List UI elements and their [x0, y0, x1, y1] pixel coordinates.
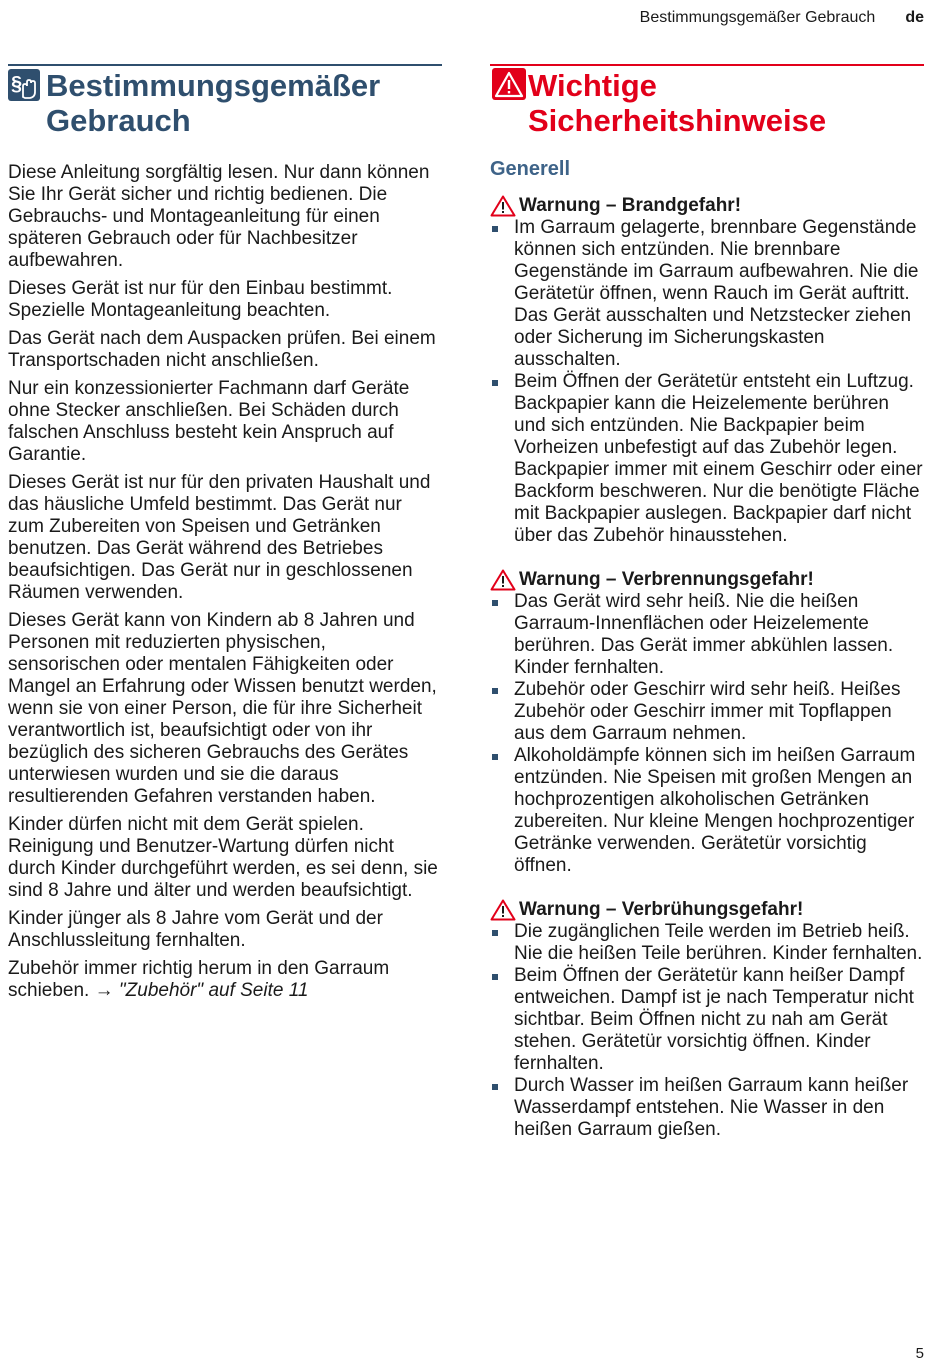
square-bullet: [492, 380, 498, 386]
paragraph: Kinder dürfen nicht mit dem Gerät spielen. Reinigung und Benutzer-Wartung dürfen nicht durch Kinder durchgeführt werden, es sei denn, sie sind 8 Jahre und älter und werden beaufsichtigt.: [8, 814, 438, 901]
intended-use-column: [8, 64, 442, 1008]
running-header-section: Bestimmungsgemäßer Gebrauch: [639, 9, 876, 26]
square-bullet: [492, 974, 498, 980]
list-item-text: Beim Öffnen der Gerätetür entsteht ein Luftzug. Backpapier kann die Heizelemente berühren und sich entzünden. Nie Backpapier beim Vorheizen unbefestigt auf das Zubehör legen. Backpapier immer mit einem Geschirr oder einer Backform beschweren. Nur die benötigte Fläche mit Backpapier auslegen. Backpapier darf nicht über das Zubehör hinausstehen.: [514, 371, 923, 546]
square-bullet: [492, 688, 498, 694]
paragraph: Nur ein konzessionierter Fachmann darf Geräte ohne Stecker anschließen. Bei Schäden durch falschen Anschluss besteht kein Anspruch auf Garantie.: [8, 378, 410, 465]
fire-warning-label: Warnung – Brandgefahr!: [519, 195, 742, 216]
list-item-text: Beim Öffnen der Gerätetür kann heißer Dampf entweichen. Dampf ist je nach Temperatur nicht sichtbar. Beim Öffnen nicht zu nah am Gerät stehen. Gerätetür vorsichtig öffnen. Kinder fernhalten.: [514, 965, 914, 1074]
list-item: [490, 921, 924, 965]
warning-triangle-icon: [490, 899, 516, 921]
general-subheading: Generell: [490, 158, 571, 180]
scald-warning-label: Warnung – Verbrühungsgefahr!: [519, 899, 804, 920]
paragraph: Das Gerät nach dem Auspacken prüfen. Bei einem Transportschaden nicht anschließen.: [8, 328, 436, 371]
list-item: [490, 591, 924, 679]
burn-warning-label: Warnung – Verbrennungsgefahr!: [519, 569, 814, 590]
paragraph: Dieses Gerät kann von Kindern ab 8 Jahren und Personen mit reduzierten physischen, sensorischen oder mentalen Fähigkeiten oder Mangel an Erfahrung oder Wissen benutzt werden, wenn sie von einer Person, die für ihre Sicherheit verantwortlich ist, beaufsichtigt oder von ihr bezüglich des sicheren Gebrauchs des Gerätes unterwiesen wurden und sie die daraus resultierenden Gefahren verstanden haben.: [8, 610, 437, 807]
list-item: [490, 679, 924, 745]
square-bullet: [492, 600, 498, 606]
cross-reference-link[interactable]: "Zubehör" auf Seite 11: [118, 980, 309, 1001]
intended-use-body: [8, 162, 442, 1002]
intended-use-heading: [8, 64, 442, 138]
safety-heading: [490, 64, 924, 138]
language-code: de: [905, 9, 924, 26]
list-item-text: Alkoholdämpfe können sich im heißen Garraum entzünden. Nie Speisen mit großen Mengen an hochprozentigen alkoholischen Getränken zubereiten. Nur kleine Mengen hochprozentiger Getränke verwenden. Gerätetür vorsichtig öffnen.: [514, 745, 916, 876]
square-bullet: [492, 1084, 498, 1090]
list-item-text: Zubehör oder Geschirr wird sehr heiß. Heißes Zubehör oder Geschirr immer mit Topflappen aus dem Garraum nehmen.: [514, 679, 901, 744]
list-item-text: Die zugänglichen Teile werden im Betrieb heiß. Nie die heißen Teile berühren. Kinder fernhalten.: [514, 921, 923, 964]
burn-warning-title: [490, 569, 924, 591]
page-number: 5: [915, 1345, 924, 1362]
paragraph: Kinder jünger als 8 Jahre vom Gerät und der Anschlussleitung fernhalten.: [8, 908, 383, 951]
fire-warning-title: [490, 195, 924, 217]
list-item-text: Das Gerät wird sehr heiß. Nie die heißen Garraum-Innenflächen oder Heizelemente berühren. Das Gerät immer abkühlen lassen. Kinder fernhalten.: [514, 591, 894, 678]
running-header: [640, 9, 924, 27]
paragraph-hand-icon: [8, 69, 40, 101]
square-bullet: [492, 226, 498, 232]
paragraph: Diese Anleitung sorgfältig lesen. Nur dann können Sie Ihr Gerät sicher und richtig bedienen. Die Gebrauchs- und Montageanleitung für einen späteren Gebrauch oder für Nachbesitzer aufbewahren.: [8, 162, 430, 271]
list-item: [490, 965, 924, 1075]
warning-triangle-icon: [490, 569, 516, 591]
warning-triangle-icon: [490, 195, 516, 217]
list-item: [490, 745, 924, 877]
paragraph: Dieses Gerät ist nur für den privaten Haushalt und das häusliche Umfeld bestimmt. Das Gerät nur zum Zubereiten von Speisen und Getränken benutzen. Das Gerät während des Betriebes beaufsichtigen. Das Gerät nur in geschlossenen Räumen verwenden.: [8, 472, 431, 603]
accessories-text: Zubehör immer richtig herum in den Garraum schieben.: [8, 958, 390, 1001]
scald-warning-title: [490, 899, 924, 921]
intended-use-title: Bestimmungsgemäßer Gebrauch: [46, 68, 381, 138]
list-item: [490, 371, 924, 547]
list-item-text: Durch Wasser im heißen Garraum kann heißer Wasserdampf entstehen. Nie Wasser in den heißen Garraum gießen.: [514, 1075, 909, 1140]
arrow-right-icon: →: [94, 980, 114, 1001]
square-bullet: [492, 754, 498, 760]
warning-triangle-icon: [492, 68, 526, 100]
svg-text:§: §: [11, 73, 23, 95]
fire-warning-list: [490, 217, 924, 547]
safety-title: Wichtige Sicherheitshinweise: [528, 68, 827, 138]
accessories-paragraph: [8, 958, 442, 1002]
safety-body: [490, 158, 924, 1141]
list-item: [490, 217, 924, 371]
safety-column: [490, 64, 924, 1163]
burn-warning-list: [490, 591, 924, 877]
paragraph: Dieses Gerät ist nur für den Einbau bestimmt. Spezielle Montageanleitung beachten.: [8, 278, 393, 321]
list-item: [490, 1075, 924, 1141]
square-bullet: [492, 930, 498, 936]
list-item-text: Im Garraum gelagerte, brennbare Gegenstände können sich entzünden. Nie brennbare Gegenstände im Garraum aufbewahren. Nie die Gerätetür öffnen, wenn Rauch im Gerät auftritt. Das Gerät ausschalten und Netzstecker ziehen oder Sicherung im Sicherungskasten ausschalten.: [514, 217, 919, 370]
scald-warning-list: [490, 921, 924, 1141]
